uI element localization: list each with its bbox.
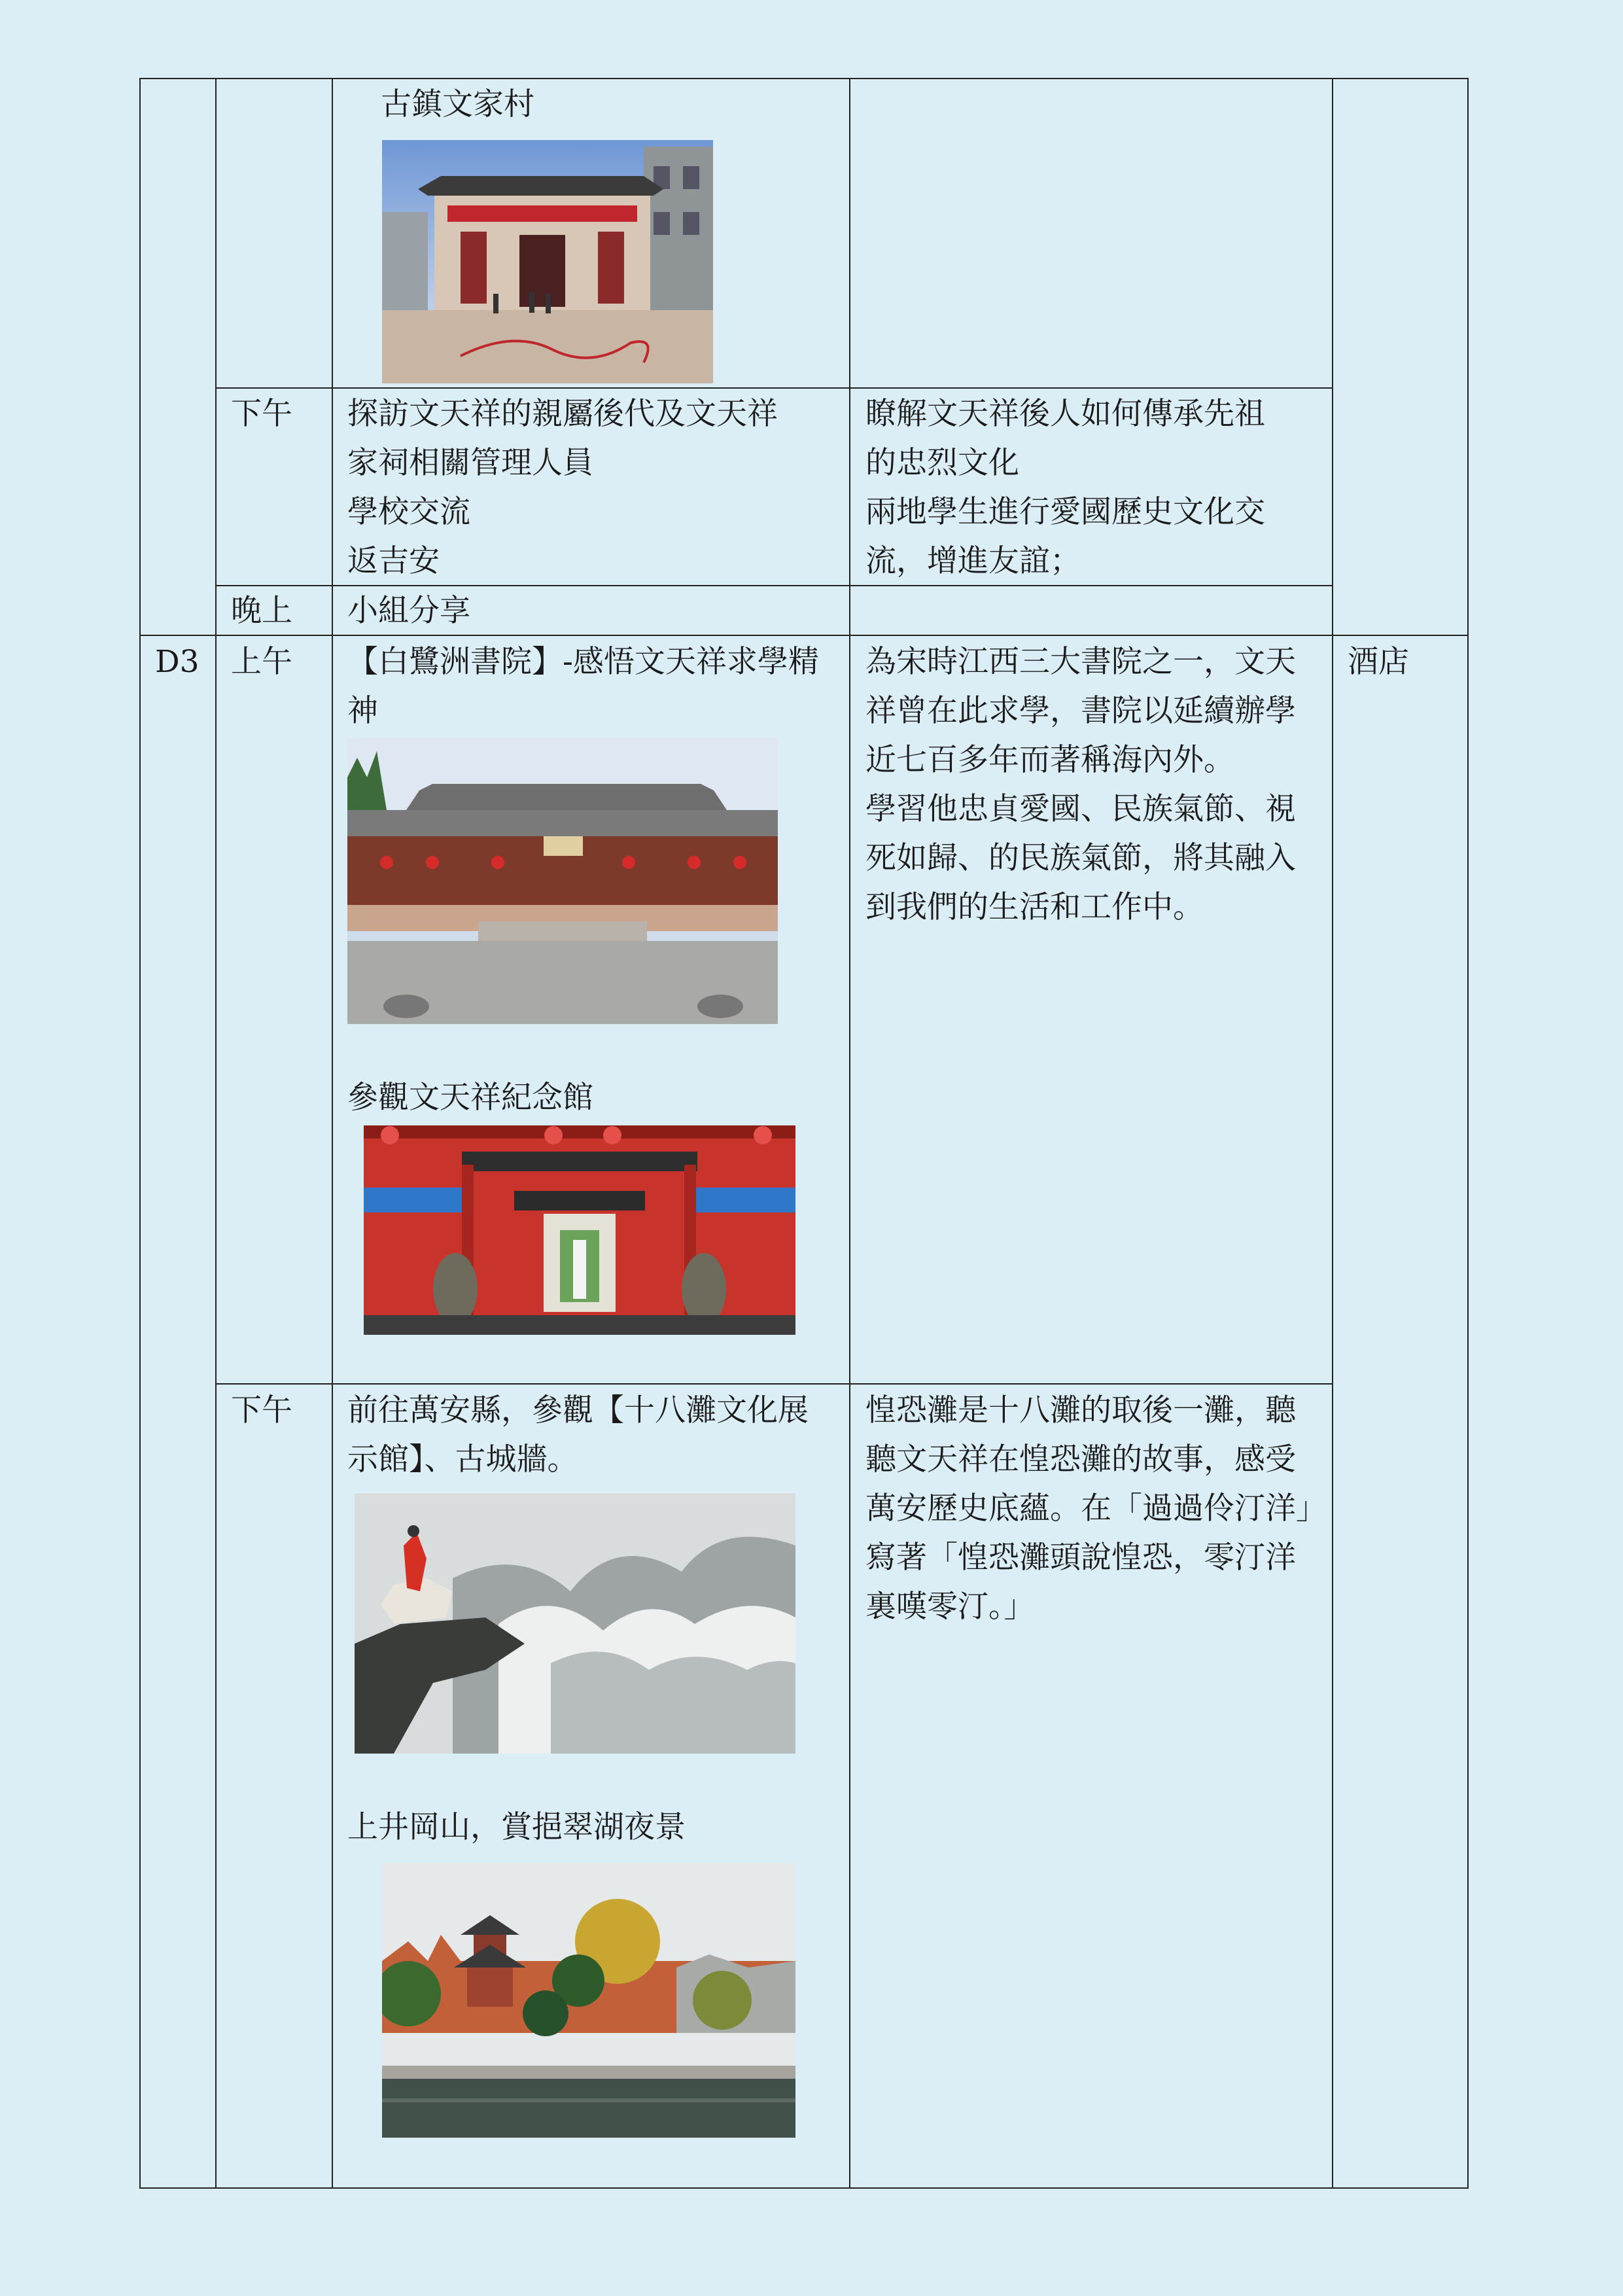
period-afternoon: 下午 bbox=[231, 396, 292, 432]
purpose-line: 到我們的生活和工作中。 bbox=[865, 889, 1204, 925]
purpose-line: 兩地學生進行愛國歷史文化交 bbox=[865, 494, 1265, 530]
activity-line: 家祠相關管理人員 bbox=[347, 445, 593, 481]
purpose-line: 寫著「惶恐灘頭說惶恐，零汀洋 bbox=[865, 1540, 1296, 1576]
activity-memorial: 參觀文天祥紀念館 bbox=[347, 1080, 593, 1116]
activity-village: 古鎮文家村 bbox=[381, 86, 534, 122]
activity-line: 神 bbox=[347, 693, 378, 729]
row-divider-d3 bbox=[139, 635, 1469, 636]
purpose-line: 近七百多年而著稱海內外。 bbox=[865, 742, 1234, 778]
table-top-border bbox=[139, 78, 1469, 79]
col-divider-purpose bbox=[1332, 78, 1333, 2189]
purpose-line: 死如歸、的民族氣節，將其融入 bbox=[865, 840, 1296, 876]
period-morning: 上午 bbox=[231, 644, 292, 680]
col-divider-activity bbox=[849, 78, 850, 2189]
academy-building-photo-icon bbox=[347, 738, 778, 1024]
horseman-waves-painting-icon bbox=[355, 1493, 795, 1754]
period-afternoon: 下午 bbox=[231, 1392, 292, 1428]
accommodation-hotel: 酒店 bbox=[1348, 644, 1409, 680]
purpose-line: 聽文天祥在惶恐灘的故事，感受 bbox=[865, 1441, 1296, 1477]
activity-line: 學校交流 bbox=[347, 494, 470, 530]
purpose-line: 祥曾在此求學，書院以延續辦學 bbox=[865, 693, 1296, 729]
activity-line: 示館】、古城牆。 bbox=[347, 1441, 578, 1477]
purpose-line: 的忠烈文化 bbox=[865, 445, 1019, 481]
activity-jinggangshan: 上井岡山，賞挹翠湖夜景 bbox=[347, 1809, 686, 1845]
activity-line: 前往萬安縣，參觀【十八灘文化展 bbox=[347, 1392, 809, 1428]
col-divider-day bbox=[215, 78, 217, 2189]
table-left-border bbox=[139, 78, 141, 2189]
table-right-border bbox=[1467, 78, 1469, 2189]
activity-line: 【白鷺洲書院】-感悟文天祥求學精 bbox=[347, 644, 819, 680]
day-label: D3 bbox=[155, 644, 200, 680]
purpose-line: 裏嘆零汀。」 bbox=[865, 1589, 1035, 1625]
activity-line: 返吉安 bbox=[347, 543, 440, 579]
col-divider-period bbox=[332, 78, 333, 2189]
purpose-line: 萬安歷史底蘊。在「過過伶汀洋」 bbox=[865, 1491, 1327, 1527]
period-evening: 晚上 bbox=[231, 593, 292, 629]
purpose-line: 惶恐灘是十八灘的取後一灘，聽 bbox=[865, 1392, 1296, 1428]
purpose-line: 流，增進友誼； bbox=[865, 543, 1081, 579]
lake-pavilion-photo-icon bbox=[382, 1863, 795, 2138]
memorial-hall-photo-icon bbox=[364, 1125, 795, 1335]
activity-line: 探訪文天祥的親屬後代及文天祥 bbox=[347, 396, 778, 432]
purpose-line: 瞭解文天祥後人如何傳承先祖 bbox=[865, 396, 1265, 432]
row-divider-d2-pm bbox=[215, 387, 1333, 389]
table-bottom-border bbox=[139, 2187, 1469, 2189]
activity-group-sharing: 小組分享 bbox=[347, 593, 470, 629]
row-divider-d3-pm bbox=[215, 1383, 1333, 1385]
ancestral-hall-photo-icon bbox=[382, 140, 713, 383]
purpose-line: 為宋時江西三大書院之一，文天 bbox=[865, 644, 1296, 680]
purpose-line: 學習他忠貞愛國、民族氣節、視 bbox=[865, 791, 1296, 827]
